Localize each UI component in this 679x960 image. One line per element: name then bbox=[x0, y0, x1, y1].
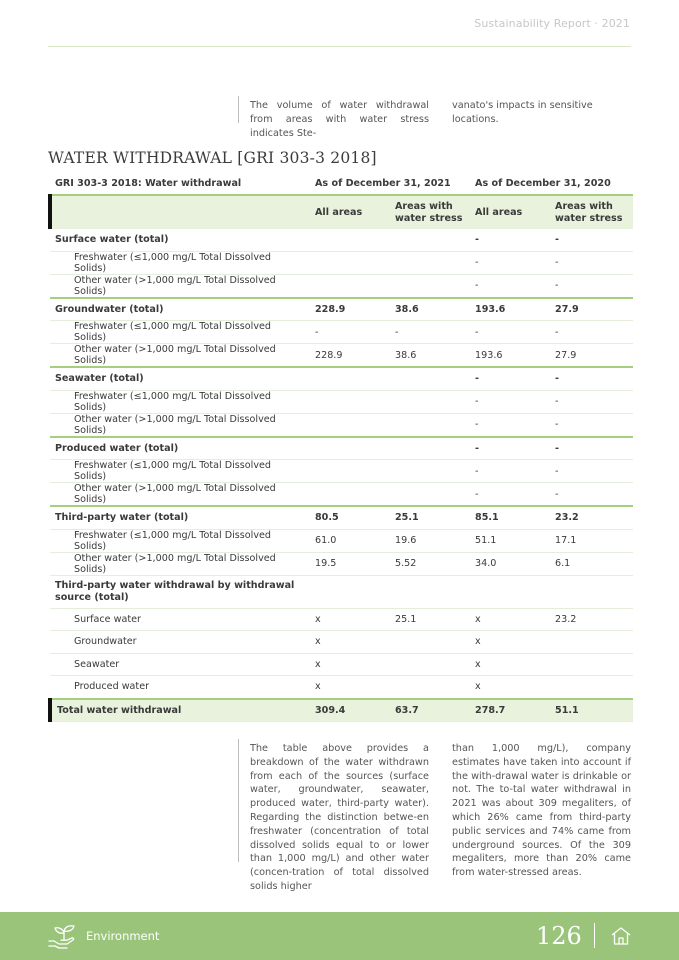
row-label: Produced water bbox=[50, 676, 310, 699]
row-label: Third-party water withdrawal by withdrawal source (total) bbox=[50, 575, 310, 608]
row-label: Surface water (total) bbox=[50, 229, 310, 251]
table-row: Freshwater (≤1,000 mg/L Total Dissolved Solids) 61.0 19.6 51.1 17.1 bbox=[50, 529, 633, 552]
table-row: Other water (>1,000 mg/L Total Dissolved Solids) - - bbox=[50, 413, 633, 437]
table-row: Seawater x x bbox=[50, 653, 633, 676]
table-row: Freshwater (≤1,000 mg/L Total Dissolved Solids) - - bbox=[50, 251, 633, 274]
body-text-left: The table above provides a breakdown of the water withdrawn from each of the sources (surface water, groundwater, seawater, produced water, third-party water). Regarding the distinction betwe-en freshwater (concentration of total dissolved solids equal to or lower than 1,000 mg/L) and other water (concen-tration of total dissolved solids higher bbox=[250, 743, 429, 892]
table-subheader-row bbox=[50, 195, 633, 229]
table-row: Groundwater x x bbox=[50, 631, 633, 654]
table-row: Freshwater (≤1,000 mg/L Total Dissolved Solids) - - - - bbox=[50, 321, 633, 344]
table-row: Groundwater (total) 228.9 38.6 193.6 27.9 bbox=[50, 298, 633, 321]
header-divider bbox=[48, 46, 631, 47]
table-row: Freshwater (≤1,000 mg/L Total Dissolved Solids) - - bbox=[50, 390, 633, 413]
table-row: Other water (>1,000 mg/L Total Dissolved Solids) 228.9 38.6 193.6 27.9 bbox=[50, 344, 633, 368]
page-number: 126 bbox=[536, 922, 582, 950]
row-label: Other water (>1,000 mg/L Total Dissolved Solids) bbox=[50, 552, 310, 575]
total-label: Total water withdrawal bbox=[50, 699, 310, 722]
row-label: Seawater bbox=[50, 653, 310, 676]
water-withdrawal-table bbox=[48, 172, 633, 722]
row-label: Surface water bbox=[50, 608, 310, 631]
table-row: Surface water x 25.1 x 23.2 bbox=[50, 608, 633, 631]
page-footer bbox=[0, 912, 679, 960]
water-stress-2020-header: Areas with water stress bbox=[550, 195, 633, 229]
table-row: Third-party water (total) 80.5 25.1 85.1 23.2 bbox=[50, 506, 633, 529]
plant-hand-icon bbox=[47, 922, 79, 950]
table-row: Seawater (total) - - bbox=[50, 367, 633, 390]
row-label: Third-party water (total) bbox=[50, 506, 310, 529]
all-areas-2021-header: All areas bbox=[310, 195, 390, 229]
all-areas-2020-header: All areas bbox=[470, 195, 550, 229]
row-label: Other water (>1,000 mg/L Total Dissolved Solids) bbox=[50, 483, 310, 507]
table-row: Produced water x x bbox=[50, 676, 633, 699]
row-label: Freshwater (≤1,000 mg/L Total Dissolved Solids) bbox=[50, 251, 310, 274]
row-label: Other water (>1,000 mg/L Total Dissolved Solids) bbox=[50, 344, 310, 368]
body-text-right: than 1,000 mg/L), company estimates have taken into account if the with-drawal water is drinkable or not. The to-tal water withdrawal in 2021 was about 309 megaliters, of which 26% came from third-party public services and 74% came from underground sources. Of the 309 megaliters, more than 20% came from water-stressed areas. bbox=[452, 743, 631, 879]
row-label: Other water (>1,000 mg/L Total Dissolved Solids) bbox=[50, 274, 310, 298]
table-header-row bbox=[50, 172, 633, 195]
row-label: Other water (>1,000 mg/L Total Dissolved Solids) bbox=[50, 413, 310, 437]
water-stress-2021-header: Areas with water stress bbox=[390, 195, 470, 229]
table-row: Other water (>1,000 mg/L Total Dissolved Solids) 19.5 5.52 34.0 6.1 bbox=[50, 552, 633, 575]
row-label: Freshwater (≤1,000 mg/L Total Dissolved Solids) bbox=[50, 390, 310, 413]
footer-separator bbox=[594, 923, 595, 948]
footer-section-label: Environment bbox=[86, 929, 160, 943]
home-icon[interactable] bbox=[610, 926, 632, 946]
table-row: Other water (>1,000 mg/L Total Dissolved Solids) - - bbox=[50, 274, 633, 298]
table-title: GRI 303-3 2018: Water withdrawal bbox=[50, 172, 310, 195]
table-row: Other water (>1,000 mg/L Total Dissolved Solids) - - bbox=[50, 483, 633, 507]
row-label: Freshwater (≤1,000 mg/L Total Dissolved Solids) bbox=[50, 321, 310, 344]
intro-text-left: The volume of water withdrawal from areas with water stress indicates Ste- bbox=[250, 100, 429, 139]
row-label: Seawater (total) bbox=[50, 367, 310, 390]
body-left-bar bbox=[238, 739, 239, 862]
section-title: WATER WITHDRAWAL [GRI 303-3 2018] bbox=[48, 149, 377, 167]
report-title: Sustainability Report · 2021 bbox=[474, 17, 630, 30]
table-row: Produced water (total) - - bbox=[50, 437, 633, 460]
row-label: Groundwater bbox=[50, 631, 310, 654]
row-label: Produced water (total) bbox=[50, 437, 310, 460]
period-2021-header: As of December 31, 2021 bbox=[310, 172, 470, 195]
row-label: Groundwater (total) bbox=[50, 298, 310, 321]
intro-text-right: vanato's impacts in sensitive locations. bbox=[452, 100, 593, 125]
table-row: Freshwater (≤1,000 mg/L Total Dissolved Solids) - - bbox=[50, 460, 633, 483]
total-row: Total water withdrawal 309.4 63.7 278.7 51.1 bbox=[50, 699, 633, 722]
table-row bbox=[50, 575, 633, 608]
row-label: Freshwater (≤1,000 mg/L Total Dissolved Solids) bbox=[50, 529, 310, 552]
row-label: Freshwater (≤1,000 mg/L Total Dissolved Solids) bbox=[50, 460, 310, 483]
table-row: Surface water (total) - - bbox=[50, 229, 633, 251]
intro-left-bar bbox=[238, 96, 239, 123]
period-2020-header: As of December 31, 2020 bbox=[470, 172, 633, 195]
